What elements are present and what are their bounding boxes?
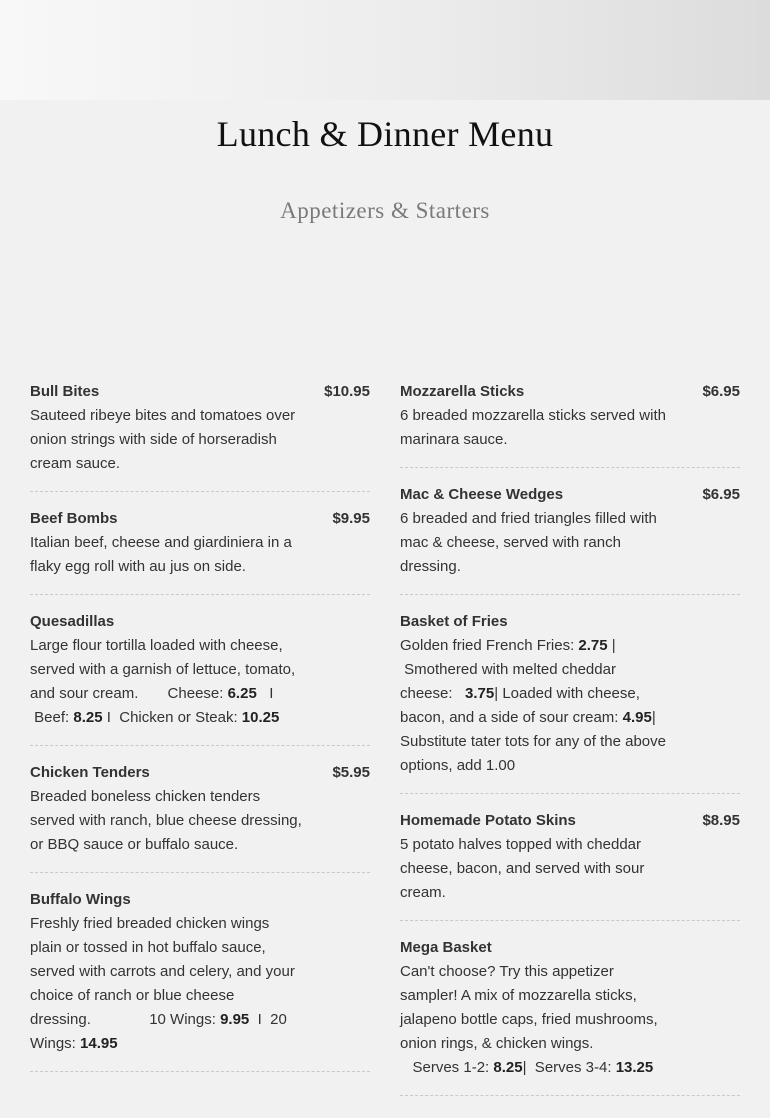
menu-item-quesadillas xyxy=(30,595,370,746)
menu-item-description: Sauteed ribeye bites and tomatoes over onion strings with side of horseradish cream sauce. xyxy=(30,407,296,472)
menu-item-description: Can't choose? Try this appetizer sampler! A mix of mozzarella sticks, jalapeno bottle caps, fried mushrooms, onion rings, & chicken wings. Serves 1-2: 8.25| Serves 3-4: 13.25 xyxy=(400,963,658,1076)
menu-item-price: $8.95 xyxy=(702,812,740,829)
menu-subtitle: Appetizers & Starters xyxy=(280,198,490,223)
menu-item-header xyxy=(30,507,370,531)
hero-banner xyxy=(0,0,770,100)
menu-item-price: $5.95 xyxy=(332,764,370,781)
menu-item-price: $10.95 xyxy=(324,383,370,400)
menu-item-header xyxy=(30,610,370,634)
menu-item-price: $9.95 xyxy=(332,510,370,527)
menu-item-description: Breaded boneless chicken tenders served with ranch, blue cheese dressing, or BBQ sauce or buffalo sauce. xyxy=(30,788,302,853)
menu-item-description: 6 breaded mozzarella sticks served with marinara sauce. xyxy=(400,407,666,448)
menu-item-header xyxy=(400,610,740,634)
menu-item-description: Large flour tortilla loaded with cheese, served with a garnish of lettuce, tomato, and sour cream. Cheese: 6.25 I Beef: 8.25 I Chicken or Steak: 10.25 xyxy=(30,637,296,726)
right-column xyxy=(400,280,740,1096)
menu-item-mozzarella-sticks xyxy=(400,280,740,468)
menu-item-description: Italian beef, cheese and giardiniera in a flaky egg roll with au jus on side. xyxy=(30,534,292,575)
menu-item-beef-bombs xyxy=(30,492,370,595)
menu-item-description: 6 breaded and fried triangles filled with mac & cheese, served with ranch dressing. xyxy=(400,510,657,575)
menu-item-name: Mac & Cheese Wedges xyxy=(400,486,564,503)
menu-item-price: $6.95 xyxy=(702,486,740,503)
hero-cutoff-text xyxy=(30,0,740,2)
menu-item-name: Beef Bombs xyxy=(30,510,118,527)
menu-item-header xyxy=(30,380,370,404)
menu-item-description: Golden fried French Fries: 2.75 | Smothered with melted cheddar cheese: 3.75| Loaded with cheese, bacon, and a side of sour cream: 4.95| Substitute tater tots for any of the above options, add 1.00 xyxy=(400,637,666,774)
menu-item-homemade-potato-skins xyxy=(400,794,740,921)
menu-title: Lunch & Dinner Menu xyxy=(216,114,554,154)
menu-item-name: Mega Basket xyxy=(400,939,492,956)
menu-item-bull-bites xyxy=(30,280,370,492)
menu-item-description: Freshly fried breaded chicken wings plain or tossed in hot buffalo sauce, served with carrots and celery, and your choice of ranch or blue cheese dressing. 10 Wings: 9.95 I 20 Wings: 14.95 xyxy=(30,915,295,1052)
menu-item-mega-basket xyxy=(400,921,740,1096)
menu-item-name: Bull Bites xyxy=(30,383,100,400)
menu-item-header xyxy=(400,380,740,404)
menu-item-name: Buffalo Wings xyxy=(30,891,131,908)
menu-item-header xyxy=(30,888,370,912)
menu-item-header xyxy=(400,936,740,960)
menu-item-price: $6.95 xyxy=(702,383,740,400)
menu-item-description: 5 potato halves topped with cheddar cheese, bacon, and served with sour cream. xyxy=(400,836,645,901)
menu-item-header xyxy=(400,483,740,507)
left-column xyxy=(30,280,370,1072)
menu-item-name: Quesadillas xyxy=(30,613,115,630)
menu-item-name: Mozzarella Sticks xyxy=(400,383,525,400)
menu-item-basket-of-fries xyxy=(400,595,740,794)
menu-item-name: Basket of Fries xyxy=(400,613,508,630)
menu-item-header xyxy=(400,809,740,833)
menu-item-name: Homemade Potato Skins xyxy=(400,812,576,829)
menu-item-name: Chicken Tenders xyxy=(30,764,150,781)
menu-item-buffalo-wings xyxy=(30,873,370,1072)
menu-item-mac-and-cheese-wedges xyxy=(400,468,740,595)
menu-item-header xyxy=(30,761,370,785)
menu-item-chicken-tenders xyxy=(30,746,370,873)
